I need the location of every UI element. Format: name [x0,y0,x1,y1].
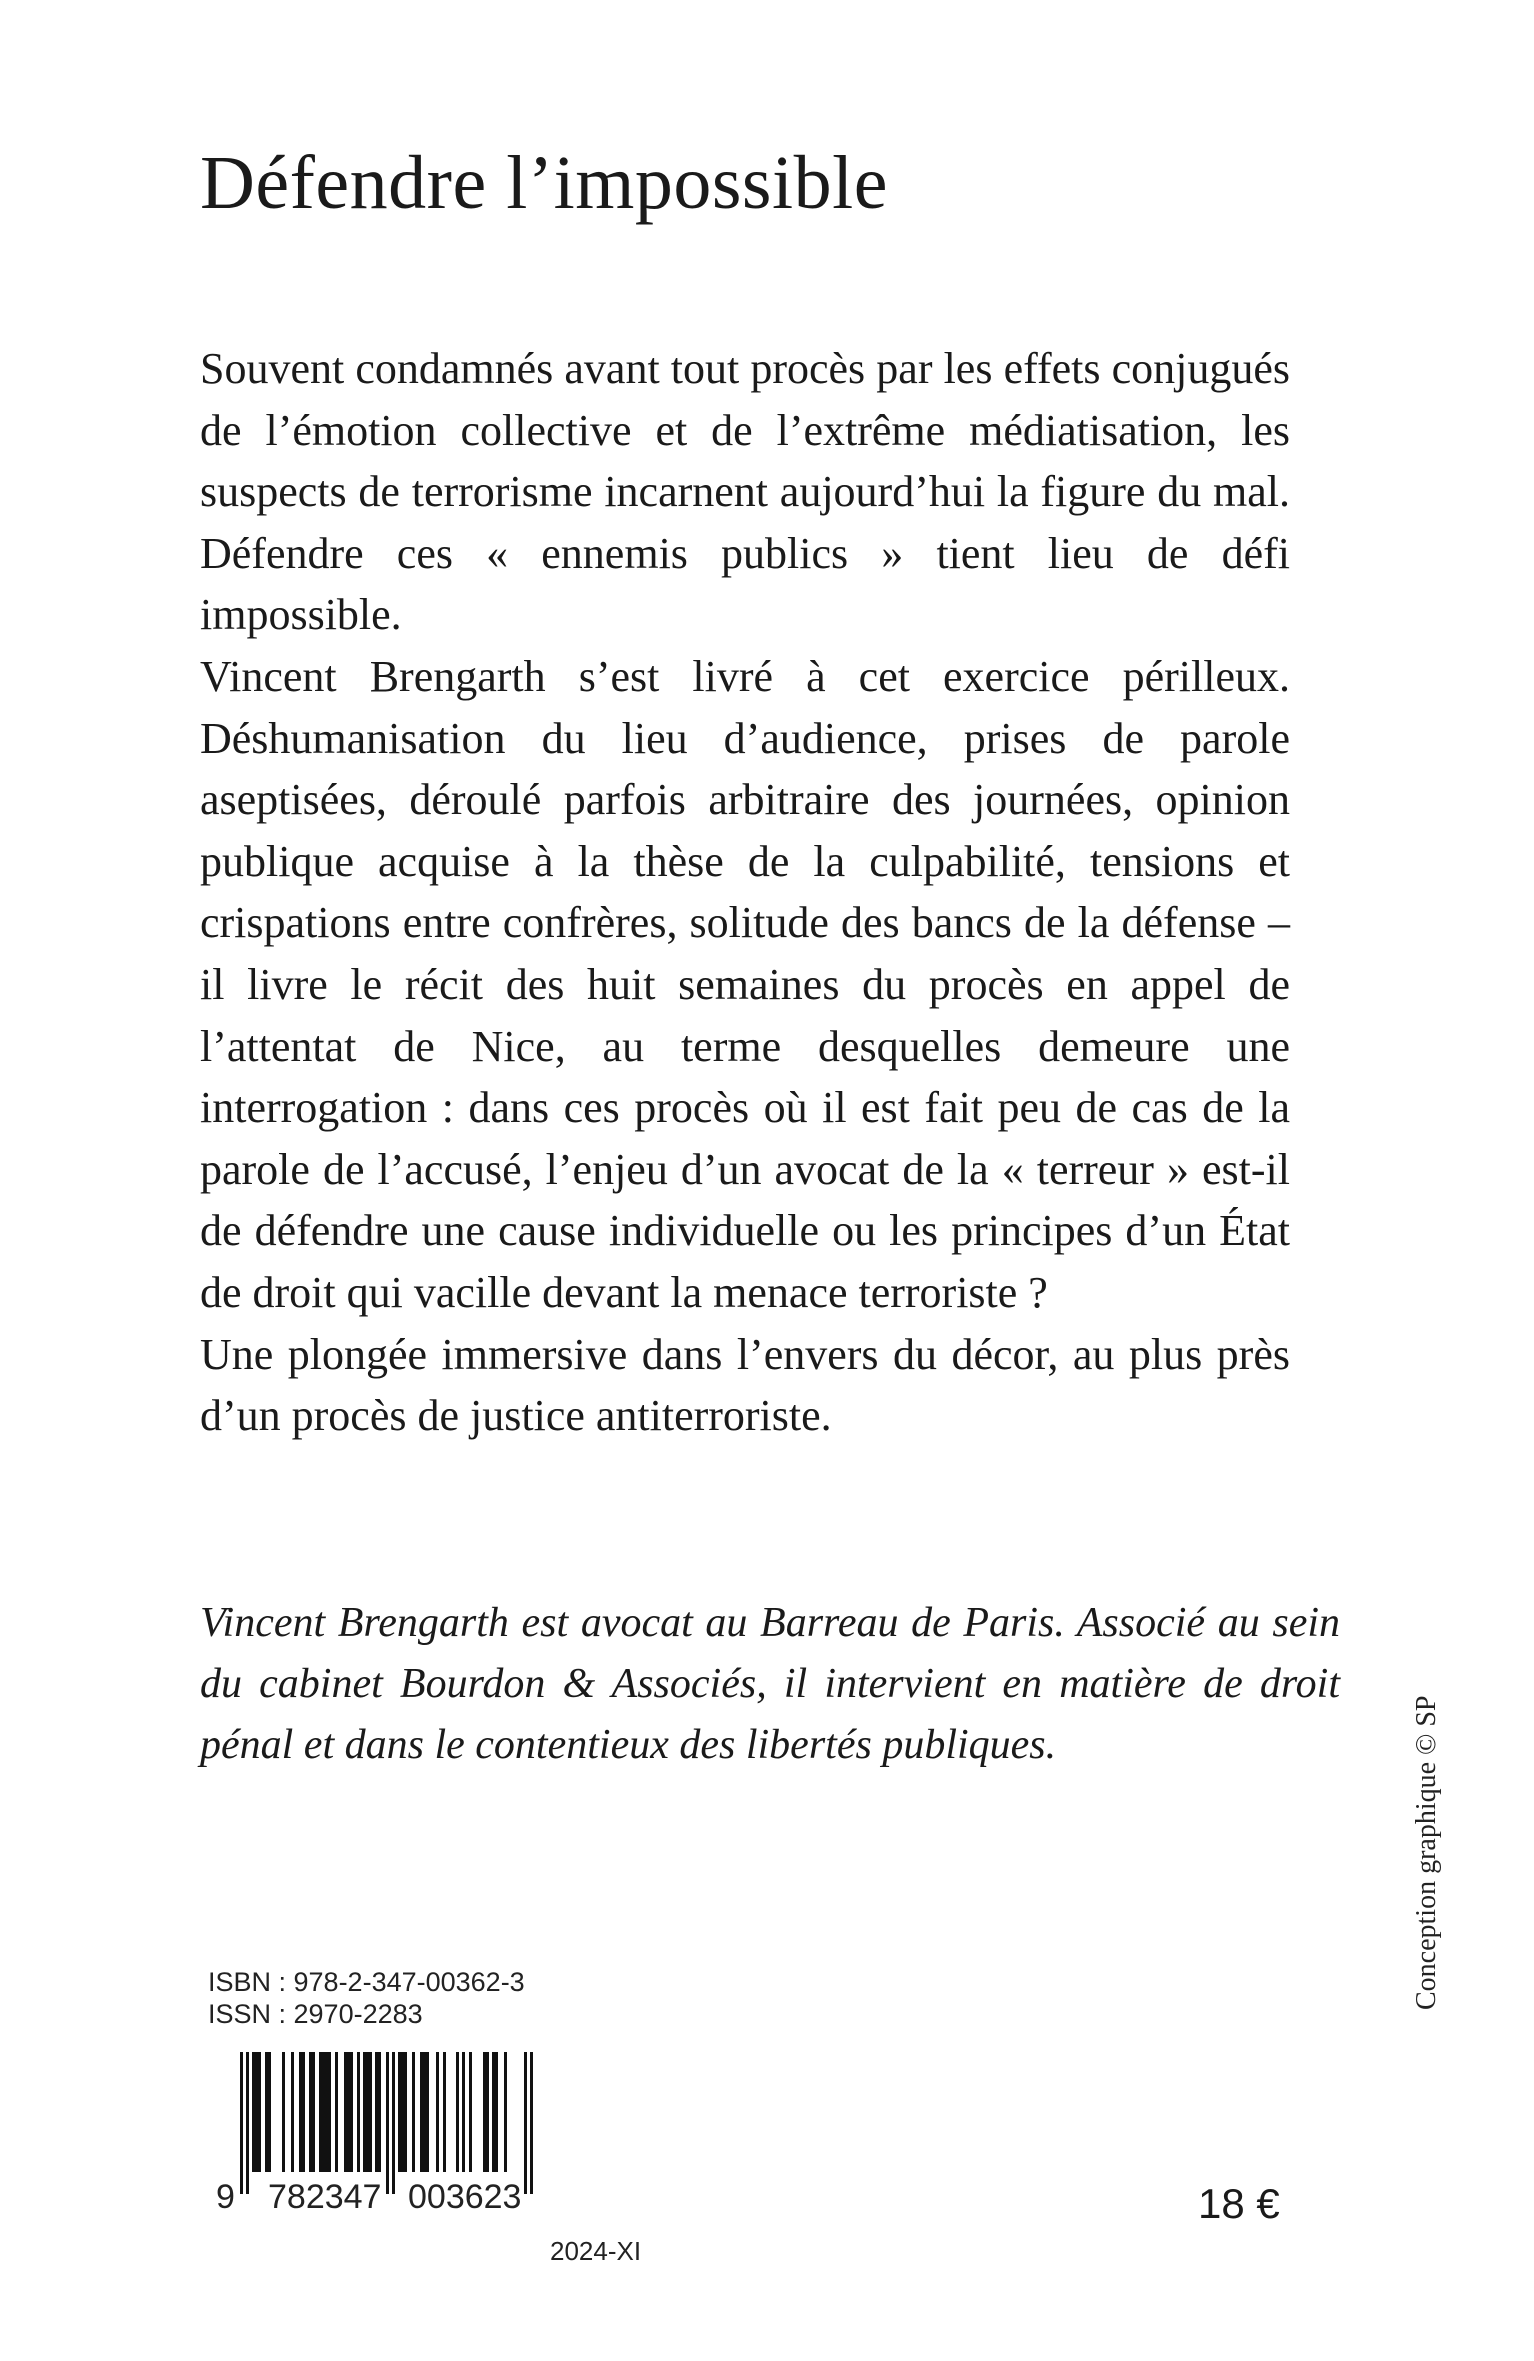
barcode-right-group: 003623 [408,2178,522,2216]
isbn-number: ISBN : 978-2-347-00362-3 [208,1967,525,1997]
barcode-lead-digit: 9 [216,2178,235,2216]
barcode-icon [240,2052,540,2194]
design-credit: Conception graphique © SP [1411,1695,1442,2010]
summary-paragraph: Vincent Brengarth s’est livré à cet exercice périlleux. Déshumanisation du lieu d’audience, prises de parole aseptisées, déroulé parfois arbitraire des journées, opinion publique acquise à la thèse de la culpabilité, tensions et crispations entre confrères, solitude des bancs de la défense – il livre le récit des huit semaines du procès en appel de l’attentat de Nice, au terme desquelles demeure une interrogation : dans ces procès où il est fait peu de cas de la parole de l’accusé, l’enjeu d’un avocat de la « terreur » est-il de défendre une cause individuelle ou les principes d’un État de droit qui vacille devant la menace terroriste ? [200,651,1290,1317]
barcode-left-group: 782347 [268,2178,382,2216]
summary-paragraph: Une plongée immersive dans l’envers du décor, au plus près d’un procès de justice antiterroriste. [200,1329,1290,1441]
book-title: Défendre l’impossible [200,141,888,225]
price: 18 € [1198,2180,1280,2227]
author-bio: Vincent Brengarth est avocat au Barreau de Paris. Associé au sein du cabinet Bourdon & Associés, il intervient en matière de droit pénal et dans le contentieux des libertés publiques. [200,1600,1340,1768]
identifiers [208,1966,525,2030]
issn-number: ISSN : 2970-2283 [208,1999,423,2029]
summary-paragraph: Souvent condamnés avant tout procès par les effets conjugués de l’émotion collective et de l’extrême médiatisation, les suspects de terrorisme incarnent aujourd’hui la figure du mal. Défendre ces « ennemis publics » tient lieu de défi impossible. [200,344,1290,640]
summary-text [200,338,1290,1447]
edition-code: 2024-XI [550,2236,642,2266]
